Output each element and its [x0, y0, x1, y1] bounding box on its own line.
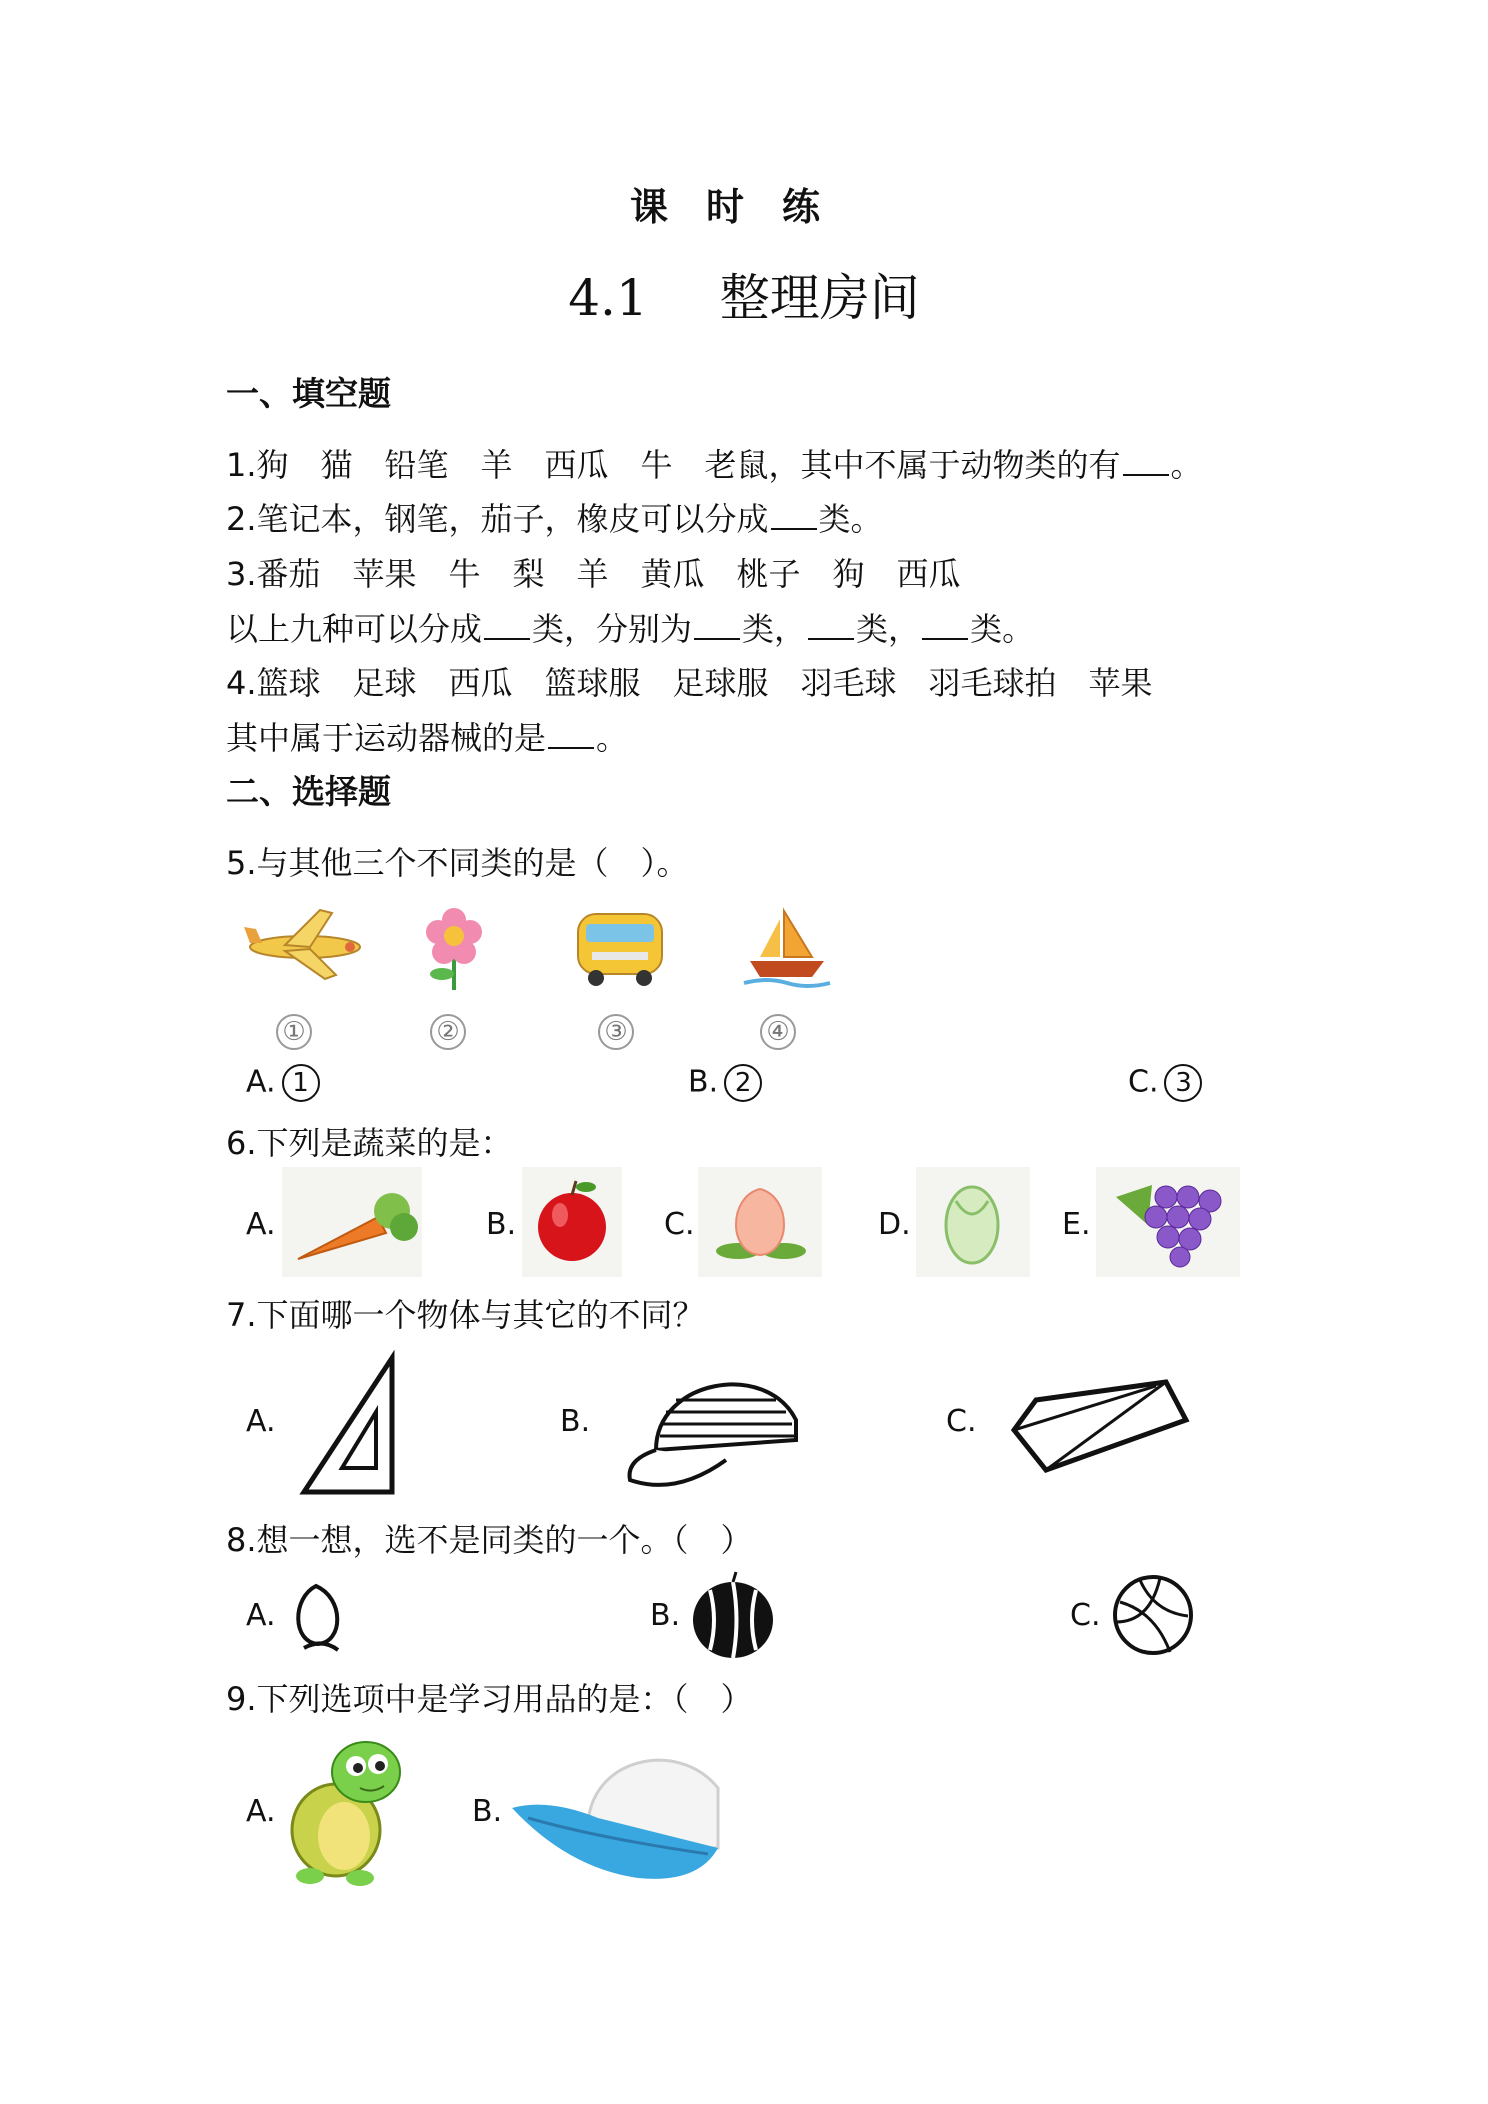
- option-a[interactable]: A.: [246, 1404, 276, 1439]
- section-fill-in-title: 一、填空题: [226, 374, 391, 413]
- answer-blank[interactable]: [771, 502, 817, 530]
- lesson-title: [0, 258, 1488, 330]
- answer-blank[interactable]: [548, 721, 594, 749]
- watermelon-icon: [690, 1570, 776, 1660]
- question-5: 5.与其他三个不同类的是（ ）。: [226, 844, 689, 882]
- worksheet-header: 课时练: [629, 184, 858, 229]
- section-choice-title: 二、选择题: [226, 772, 391, 811]
- baseball-cap-icon: [508, 1738, 728, 1888]
- triangle-ruler-icon: [296, 1350, 406, 1500]
- flower-icon: [414, 902, 494, 992]
- image-caption: ②: [430, 1014, 466, 1050]
- eraser-icon: [1006, 1370, 1196, 1490]
- option-d[interactable]: D.: [878, 1207, 911, 1242]
- question-7: 7.下面哪一个物体与其它的不同？: [226, 1296, 705, 1334]
- bus-icon: [570, 900, 670, 990]
- volleyball-icon: [1110, 1572, 1196, 1658]
- question-3-items: 3.番茄 苹果 牛 梨 羊 黄瓜 桃子 狗 西瓜: [226, 555, 961, 593]
- answer-blank[interactable]: [1123, 448, 1169, 476]
- option-b[interactable]: B.: [560, 1404, 591, 1439]
- answer-blank[interactable]: [922, 612, 968, 640]
- peach-outline-icon: [282, 1578, 362, 1658]
- airplane-icon: [240, 905, 370, 985]
- question-6: 6.下列是蔬菜的是：: [226, 1124, 513, 1162]
- option-e[interactable]: E.: [1062, 1207, 1091, 1242]
- grapes-icon: [1096, 1167, 1240, 1277]
- peach-icon: [698, 1167, 822, 1277]
- image-caption: ③: [598, 1014, 634, 1050]
- answer-blank[interactable]: [694, 612, 740, 640]
- apple-icon: [522, 1167, 622, 1277]
- option-c[interactable]: C.: [946, 1404, 977, 1439]
- boat-icon: [742, 905, 832, 990]
- image-caption: ①: [276, 1014, 312, 1050]
- cabbage-icon: [916, 1167, 1030, 1277]
- answer-blank[interactable]: [808, 612, 854, 640]
- lesson-number: 4.1: [568, 269, 648, 327]
- option-a[interactable]: A.: [246, 1598, 276, 1633]
- question-8: 8.想一想，选不是同类的一个。（ ）: [226, 1521, 753, 1559]
- turtle-icon: [280, 1720, 410, 1890]
- option-c[interactable]: C.: [1070, 1598, 1101, 1633]
- option-a[interactable]: A.: [246, 1207, 276, 1242]
- question-2: 2.笔记本，钢笔，茄子，橡皮可以分成 类。: [226, 500, 883, 538]
- option-b[interactable]: B.: [472, 1794, 503, 1829]
- option-b[interactable]: B. 2: [688, 1064, 762, 1102]
- question-4-items: 4.篮球 足球 西瓜 篮球服 足球服 羽毛球 羽毛球拍 苹果: [226, 664, 1153, 702]
- option-c[interactable]: C. 3: [1128, 1064, 1202, 1102]
- question-9: 9.下列选项中是学习用品的是：（ ）: [226, 1680, 753, 1718]
- question-1: 1.狗 猫 铅笔 羊 西瓜 牛 老鼠，其中不属于动物类的有 。: [226, 446, 1203, 484]
- cap-icon: [616, 1350, 806, 1500]
- question-3-prompt: 以上九种可以分成 类，分别为 类， 类， 类。: [226, 610, 1035, 648]
- option-a[interactable]: A. 1: [246, 1064, 320, 1102]
- option-a[interactable]: A.: [246, 1794, 276, 1829]
- option-c[interactable]: C.: [664, 1207, 695, 1242]
- option-b[interactable]: B.: [650, 1598, 681, 1633]
- answer-blank[interactable]: [484, 612, 530, 640]
- option-b[interactable]: B.: [486, 1207, 517, 1242]
- carrot-icon: [282, 1167, 422, 1277]
- question-4-prompt: 其中属于运动器械的是 。: [226, 719, 629, 757]
- lesson-name: 整理房间: [719, 269, 920, 327]
- image-caption: ④: [760, 1014, 796, 1050]
